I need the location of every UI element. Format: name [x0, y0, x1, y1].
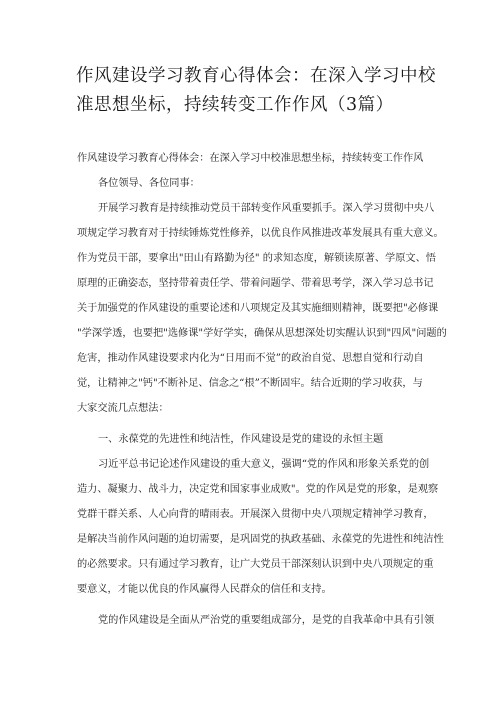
body-line: 觉，让精神之"钙"不断补足、信念之“根”不断固牢。结合近期的学习收获，与	[77, 378, 423, 389]
section-heading: 一、永葆党的先进性和纯洁性，作风建设是党的建设的永恒主题	[98, 434, 384, 445]
title-line: 准思想坐标，持续转变工作作风（3篇）	[76, 95, 394, 115]
body-line: 危害，推动作风建设要求内化为“日用而不觉”的政治自觉、思想自觉和行动自	[77, 353, 424, 364]
body-line: 是解决当前作风问题的迫切需要，是巩固党的执政基础、永葆党的先进性和纯洁性	[77, 534, 444, 545]
body-line: 作为党员干部，要拿出"田山有路勤为径" 的求知态度，解锁读原著、学原文、悟	[77, 253, 436, 264]
body-line: 要意义，才能以优良的作风赢得人民群众的信任和支持。	[77, 584, 332, 595]
document-title	[76, 62, 436, 120]
body-line: 党群干群关系、人心向背的晴雨表。开展深入贯彻中央八项规定精神学习教育，	[77, 509, 434, 520]
body-line: 原理的正确姿态，坚持带着责任学、带着问题学、带着思考学，深入学习总书记	[77, 278, 434, 289]
body-line: 大家交流几点想法：	[77, 403, 169, 414]
title-line: 作风建设学习教育心得体会：在深入学习中校	[76, 66, 436, 86]
body-line: 开展学习教育是持续推动党员干部转变作风重要抓手。深入学习贯彻中央八	[98, 203, 435, 214]
body-line: 关于加强党的作风建设的重要论述和八项规定及其实施细则精神，既要把"必修课	[77, 303, 439, 314]
body-line: 造力、凝聚力、战斗力，决定党和国家事业成败"。党的作风是党的形象，是观察	[77, 484, 439, 495]
body-line: 习近平总书记论述作风建设的重大意义，强调“党的作风和形象关系党的创	[98, 459, 430, 470]
body-line: "学深学透，也要把"选修课"学好学实，确保从思想深处切实醒认识到"四风"问题的	[77, 328, 447, 339]
body-line: 党的作风建设是全面从严治党的重要组成部分，是党的自我革命中具有引领	[98, 615, 435, 626]
body-line: 作风建设学习教育心得体会：在深入学习中校准思想坐标，持续转变工作作风	[77, 153, 424, 164]
body-line: 的必然要求。只有通过学习教育，让广大党员干部深刻认识到中央八项规定的重	[77, 559, 434, 570]
body-line: 项规定学习教育对于持续锤炼党性修养，以优良作风推进改革发展具有重大意义。	[77, 228, 444, 239]
body-line: 各位领导、各位同事：	[98, 178, 200, 189]
